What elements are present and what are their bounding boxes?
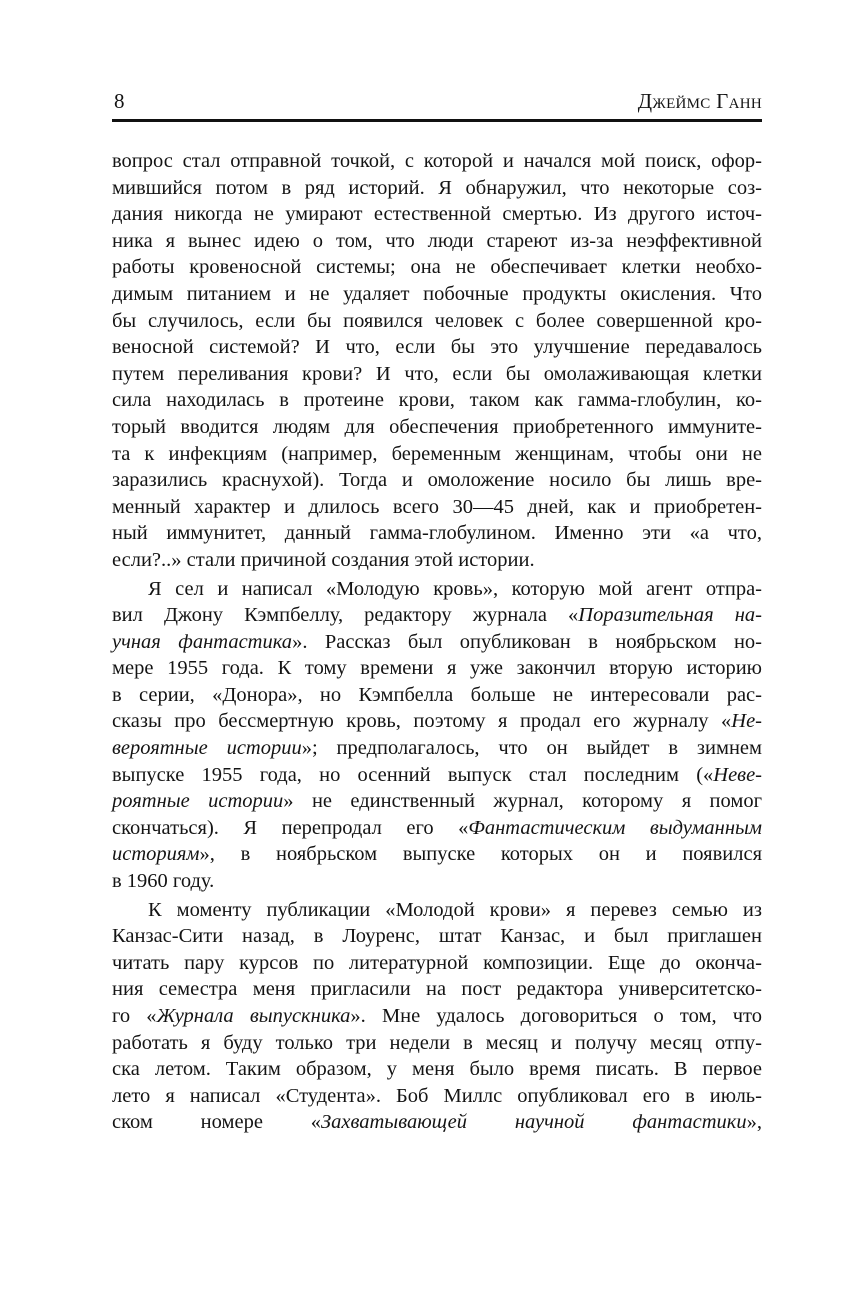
text-line	[112, 441, 762, 468]
text-run: Канзас-Сити назад, в Лоуренс, штат Канзас, и был приглашен	[112, 925, 762, 948]
text-run: заразились краснухой). Тогда и омоложение носило бы лишь вре-	[112, 469, 762, 492]
text-run: Я сел и написал «Молодую кровь», которую мой агент отпра-	[148, 577, 762, 600]
text-run: ска летом. Таким образом, у меня было время писать. В первое	[112, 1058, 762, 1081]
running-head-author: Джеймс Ганн	[637, 89, 762, 113]
text-run: ника я вынес идею о том, что люди стареют из-за неэффективной	[112, 229, 762, 252]
text-line	[112, 520, 762, 547]
running-head	[112, 88, 762, 114]
text-run: работы кровеносной системы; она не обеспечивает клетки необхо-	[112, 256, 762, 279]
header-rule	[112, 119, 762, 122]
text-line	[112, 175, 762, 202]
text-run: вопрос стал отправной точкой, с которой и начался мой поиск, офор-	[112, 150, 762, 172]
body-text	[112, 148, 762, 1136]
text-line	[112, 148, 762, 175]
text-line	[112, 682, 762, 709]
text-run: та к инфекциям (например, беременным женщинам, чтобы они не	[112, 442, 762, 465]
text-run: ния семестра меня пригласили на пост редактора университетско-	[112, 978, 762, 1001]
text-run: выпуске 1955 года, но осенний выпуск стал последним («	[112, 763, 714, 786]
text-run: ный иммунитет, данный гамма-глобулином. Именно эти «а что,	[112, 522, 762, 545]
text-run: в 1960 году.	[112, 870, 215, 893]
text-run: К моменту публикации «Молодой крови» я перевез семью из	[148, 898, 762, 921]
text-run: ». Мне удалось договориться о том, что	[350, 1005, 762, 1027]
text-line	[112, 334, 762, 361]
text-line	[112, 950, 762, 977]
text-line	[112, 414, 762, 441]
text-run: »,	[746, 1111, 762, 1134]
text-run: го «	[112, 1005, 157, 1027]
text-run: »; предполагалось, что он выйдет в зимнем	[301, 737, 762, 760]
text-line	[112, 1056, 762, 1083]
text-line	[112, 923, 762, 950]
text-run: сказы про бессмертную кровь, поэтому я продал его журналу «	[112, 710, 732, 733]
text-line	[112, 788, 762, 815]
text-line	[112, 868, 762, 895]
italic-title: учная фантастика	[112, 630, 293, 653]
text-line	[112, 1083, 762, 1110]
text-run: лето я написал «Студента». Боб Миллс опубликовал его в июль-	[112, 1084, 762, 1107]
italic-title: Не-	[731, 710, 762, 733]
text-line	[112, 762, 762, 789]
text-line	[112, 897, 762, 924]
italic-title: историям	[112, 843, 200, 866]
text-run: скончаться). Я перепродал его «	[112, 816, 469, 839]
text-run: дания никогда не умирают естественной смертью. Из другого источ-	[112, 203, 762, 226]
text-run: читать пару курсов по литературной композиции. Еще до оконча-	[112, 951, 762, 974]
text-line	[112, 387, 762, 414]
text-line	[112, 1030, 762, 1057]
text-line	[112, 576, 762, 603]
text-line	[112, 629, 762, 656]
text-line	[112, 1003, 762, 1030]
text-run: ском номере «	[112, 1111, 321, 1134]
text-run: торый вводится людям для обеспечения приобретенного иммуните-	[112, 415, 762, 438]
italic-title: Журнала выпускника	[156, 1005, 351, 1027]
text-line	[112, 1109, 762, 1136]
text-line	[112, 281, 762, 308]
text-run: ». Рассказ был опубликован в ноябрьском но-	[292, 630, 763, 653]
text-line	[112, 228, 762, 255]
paragraph	[112, 148, 762, 574]
text-run: веносной системой? И что, если бы это улучшение передавалось	[112, 336, 762, 359]
text-line	[112, 976, 762, 1003]
italic-title: Фантастическим выдуманным	[468, 816, 762, 839]
italic-title: вероятные истории	[112, 737, 302, 760]
italic-title: Захватывающей научной фантастики	[321, 1111, 747, 1134]
text-run: работать я буду только три недели в месяц и получу месяц отпу-	[112, 1031, 762, 1054]
text-run: сила находилась в протеине крови, таком как гамма-глобулин, ко-	[112, 389, 762, 412]
italic-title: Неве-	[713, 763, 762, 786]
text-run: в серии, «Донора», но Кэмпбелла больше не интересовали рас-	[112, 683, 762, 706]
text-run: димым питанием и не удаляет побочные продукты окисления. Что	[112, 282, 762, 305]
text-line	[112, 735, 762, 762]
italic-title: Поразительная на-	[578, 604, 762, 627]
text-run: вил Джону Кэмпбеллу, редактору журнала «	[112, 604, 579, 627]
text-line	[112, 494, 762, 521]
text-line	[112, 254, 762, 281]
italic-title: роятные истории	[112, 790, 284, 813]
text-run: бы случилось, если бы появился человек с более совершенной кро-	[112, 309, 762, 332]
text-line	[112, 547, 762, 574]
text-run: », в ноябрьском выпуске которых он и появился	[199, 843, 762, 866]
text-run: » не единственный журнал, которому я помог	[283, 790, 762, 813]
text-line	[112, 201, 762, 228]
page-number: 8	[114, 89, 125, 113]
text-run: мере 1955 года. К тому времени я уже закончил вторую историю	[112, 657, 762, 680]
text-line	[112, 467, 762, 494]
text-line	[112, 708, 762, 735]
text-run: если?..» стали причиной создания этой истории.	[112, 548, 535, 571]
paragraph	[112, 897, 762, 1136]
text-line	[112, 308, 762, 335]
text-line	[112, 655, 762, 682]
text-run: менный характер и длилось всего 30—45 дней, как и приобретен-	[112, 495, 762, 518]
text-run: путем переливания крови? И что, если бы омолаживающая клетки	[112, 362, 762, 385]
text-run: мившийся потом в ряд историй. Я обнаружил, что некоторые соз-	[112, 176, 762, 199]
paragraph	[112, 576, 762, 895]
text-line	[112, 815, 762, 842]
text-line	[112, 841, 762, 868]
text-line	[112, 361, 762, 388]
text-line	[112, 602, 762, 629]
